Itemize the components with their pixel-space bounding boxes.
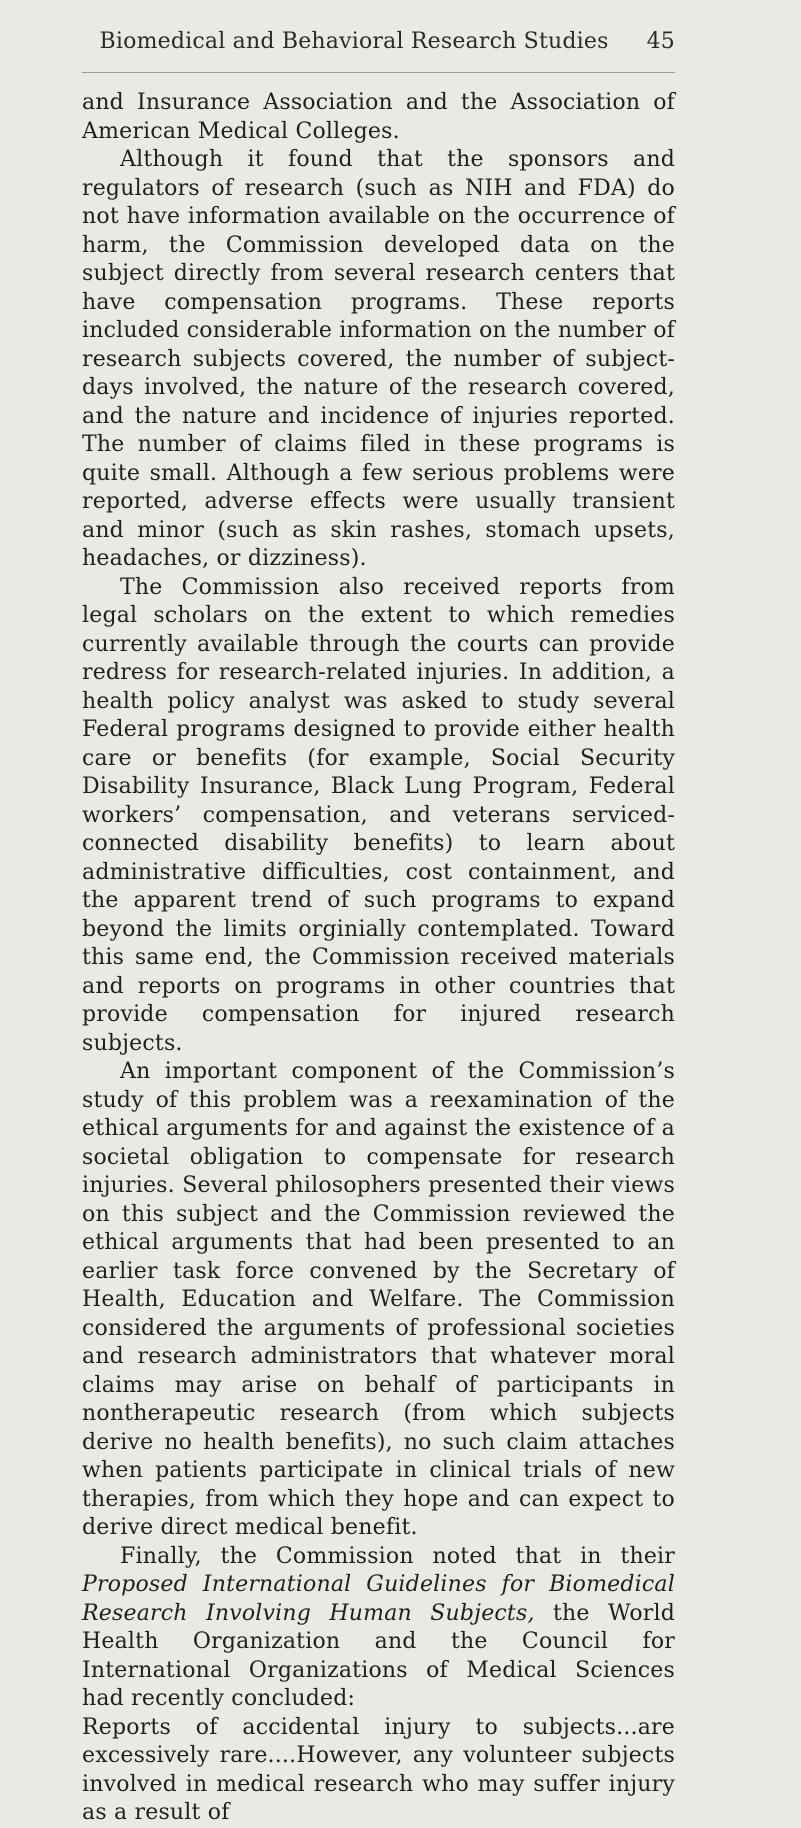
block-quote: Reports of accidental injury to subjects...are excessively rare....However, any volunteer subjects involved in medical research who may suffer injury as a result of	[82, 1714, 675, 1825]
paragraph-who-text-before: Finally, the Commission noted that in their	[120, 1543, 675, 1569]
running-title: Biomedical and Behavioral Research Studies	[99, 29, 609, 54]
paragraph-who-text-after: the World Health Organization and the Council for International Organizations of Medical Sciences had recently concluded:	[82, 1600, 675, 1711]
guidelines-title: Proposed International Guidelines for Biomedical Research Involving Human Subjects,	[82, 1572, 675, 1626]
paragraph-ethical-arguments: An important component of the Commission’s study of this problem was a reexamination of the ethical arguments for and against the existence of a societal obligation to compensate for research injuries. Several philosophers presented their views on this subject and the Commission reviewed the ethical arguments that had been presented to an earlier task force convened by the Secretary of Health, Education and Welfare. The Commission considered the arguments of professional societies and research administrators that whatever moral claims may arise on behalf of participants in nontherapeutic research (from which subjects derive no health benefits), no such claim attaches when patients participate in clinical trials of new therapies, from which they hope and can expect to derive direct medical benefit.	[82, 1059, 675, 1540]
body-text	[82, 89, 675, 1828]
paragraph-legal-scholars: The Commission also received reports from legal scholars on the extent to which remedies currently available through the courts can provide redress for research-related injuries. In addition, a health policy analyst was asked to study several Federal programs designed to provide either health care or benefits (for example, Social Security Disability Insurance, Black Lung Program, Federal workers’ compensation, and veterans serviced-connected disability benefits) to learn about administrative difficulties, cost containment, and the apparent trend of such programs to expand beyond the limits orginially contemplated. Toward this same end, the Commission received materials and reports on programs in other countries that provide compensation for injured research subjects.	[82, 574, 675, 1056]
running-header	[82, 28, 675, 56]
header-rule	[82, 72, 675, 73]
page-number: 45	[646, 29, 675, 54]
paragraph-continuation: and Insurance Association and the Association of American Medical Colleges.	[82, 90, 675, 144]
paragraph-harm-data: Although it found that the sponsors and regulators of research (such as NIH and FDA) do not have information available on the occurrence of harm, the Commission developed data on the subject directly from several research centers that have compensation programs. These reports included considerable information on the number of research subjects covered, the number of subject-days involved, the nature of the research covered, and the nature and incidence of injuries reported. The number of claims filed in these programs is quite small. Although a few serious problems were reported, adverse effects were usually transient and minor (such as skin rashes, stomach upsets, headaches, or dizziness).	[82, 147, 675, 571]
paragraph-who-guidelines	[82, 1543, 675, 1714]
